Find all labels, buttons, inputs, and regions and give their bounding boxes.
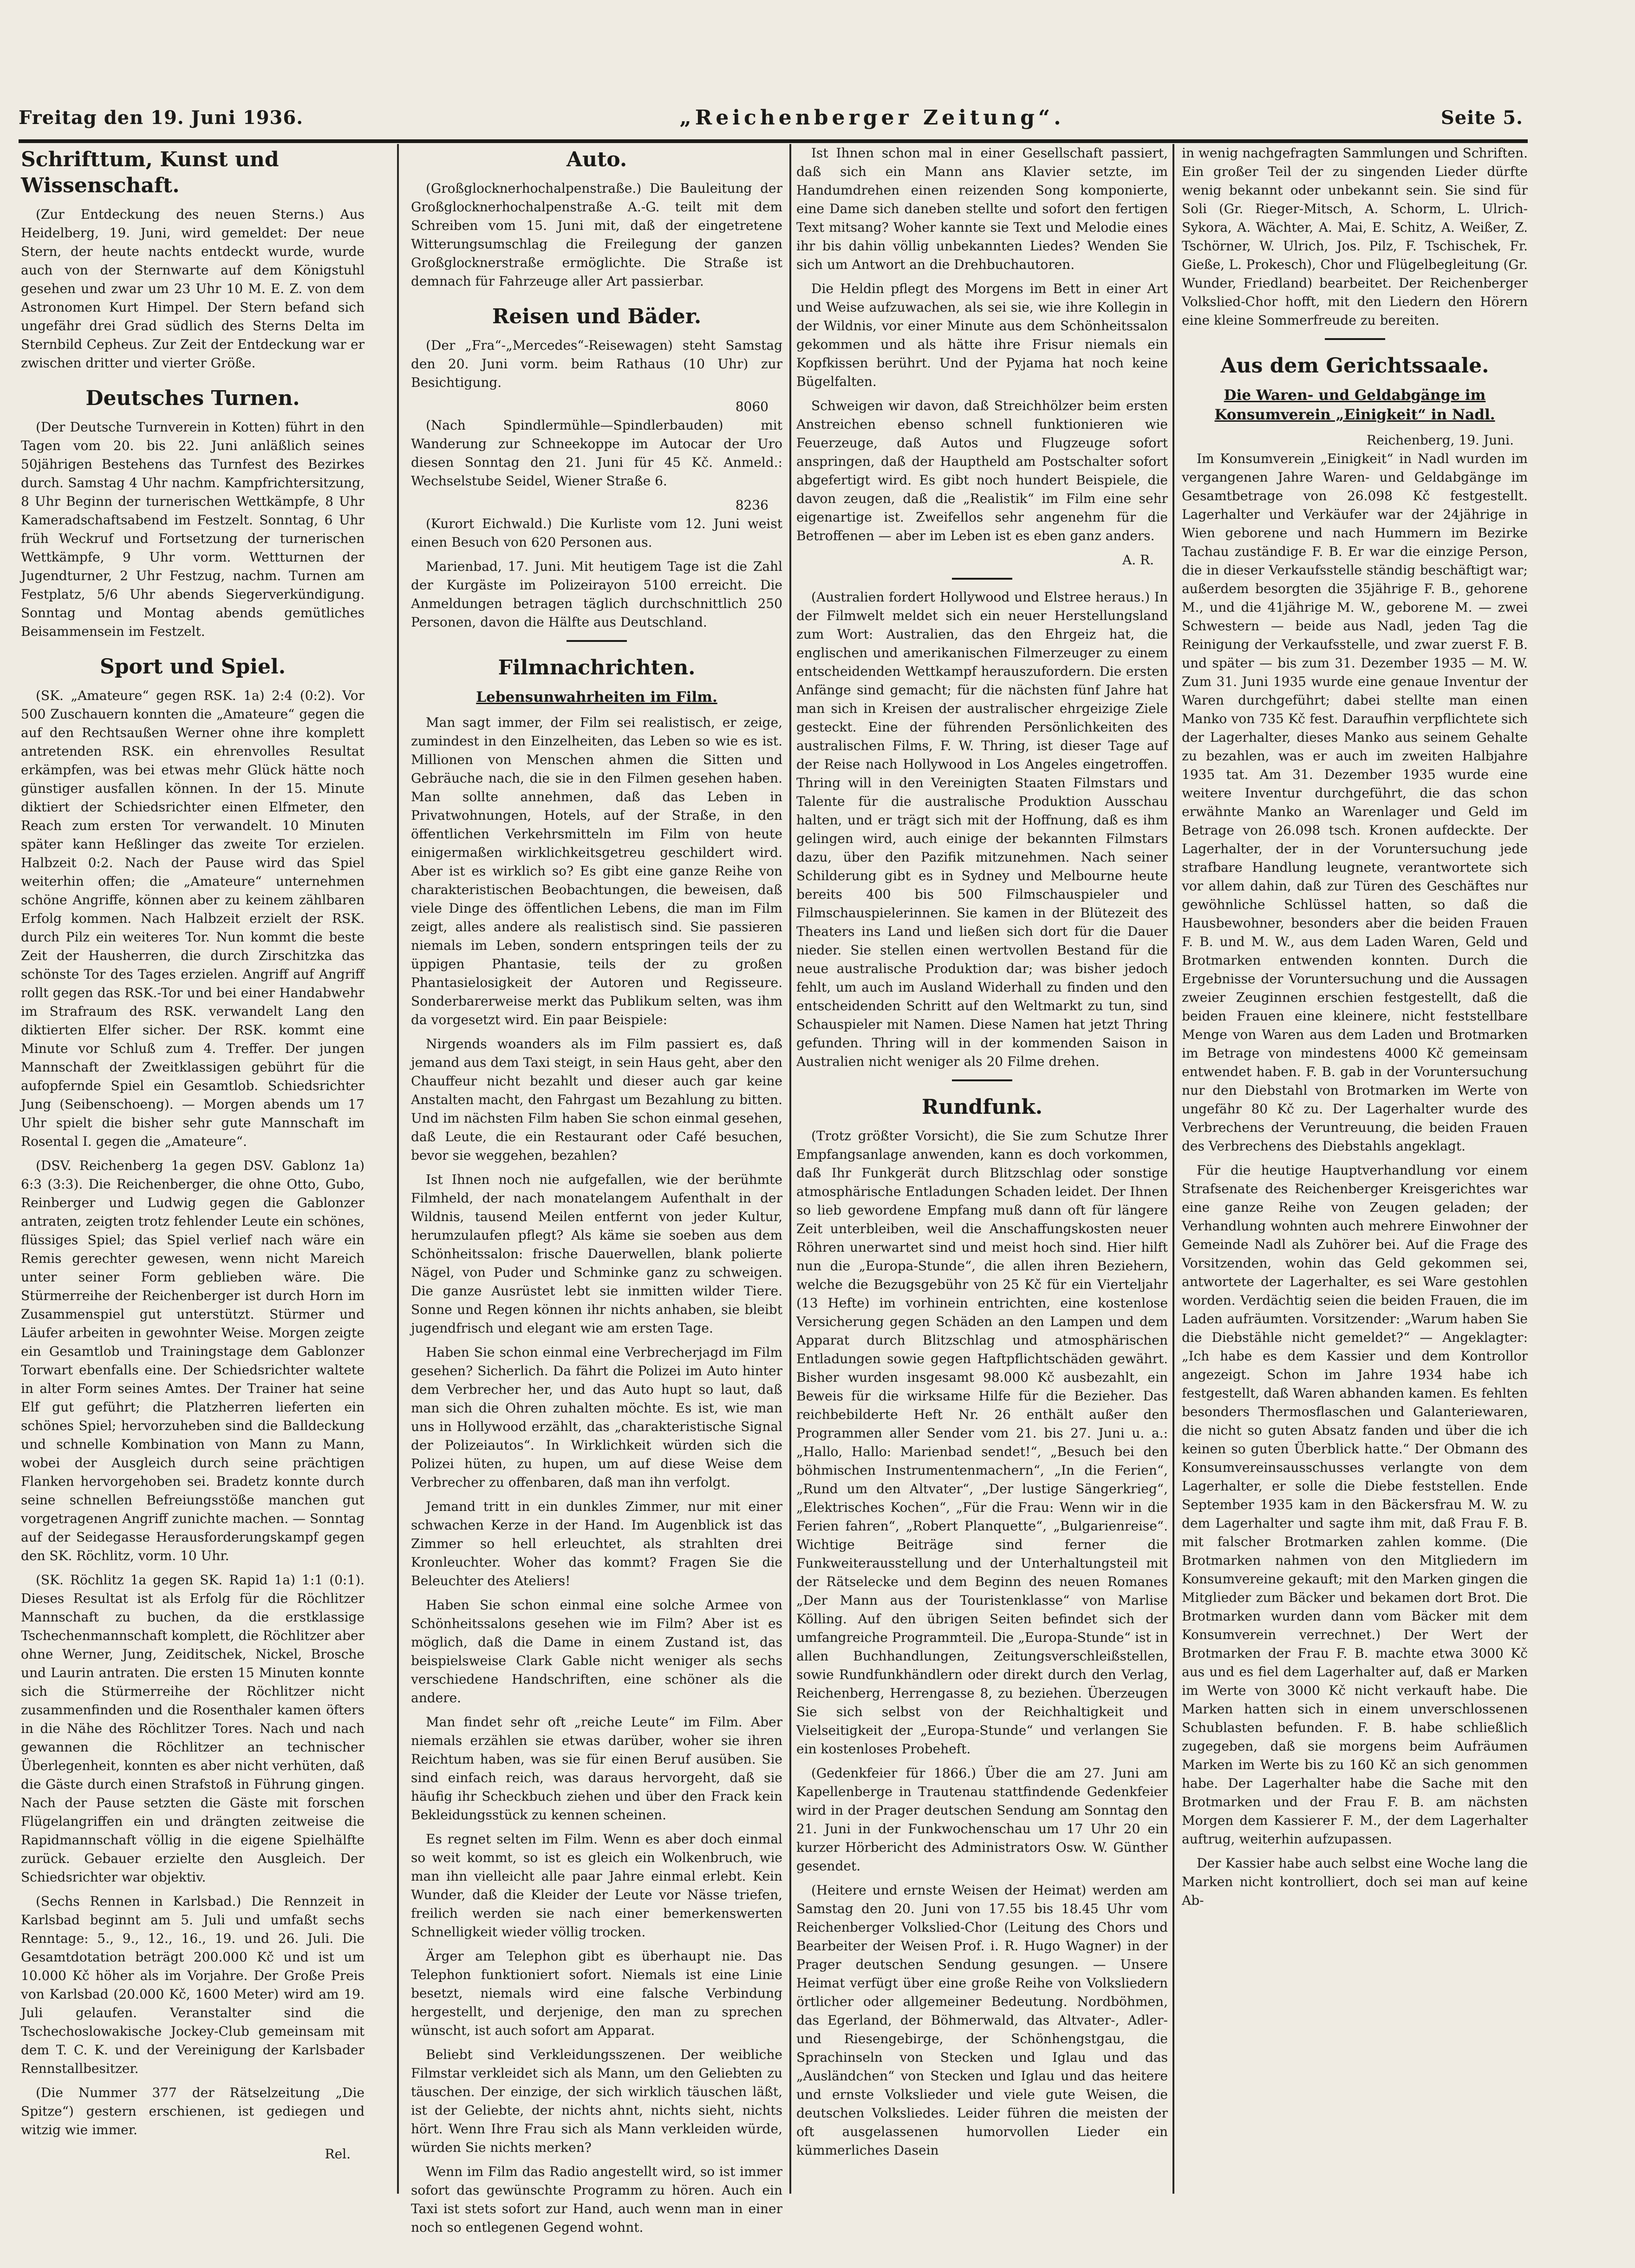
author-signature: Rel. — [325, 2146, 351, 2162]
article-subheading: Die Waren- und Geldabgänge im Konsumverein „Einigkeit“ in Nadl. — [1214, 387, 1495, 423]
section-heading-auto: Auto. — [566, 148, 627, 171]
section-heading-literature: Schrifttum, Kunst und Wissenschaft. — [21, 148, 279, 197]
column-3 — [796, 144, 1168, 2203]
article-subheading: Lebensunwahrheiten im Film. — [476, 689, 717, 706]
column-4 — [1182, 144, 1528, 2203]
section-divider — [952, 1079, 1012, 1081]
section-heading-reisen: Reisen und Bäder. — [492, 305, 702, 328]
article-paragraph: (Gedenkfeier für 1866.) Über die am 27. Juni am Kapellenberge in Trautenau stattfindende Gedenkfeier wird in der Prager deutschen Sendung am Sonntag den 21. Juni in der Funkwochenschau um 17 Uhr 20 ein kurzer Hörbericht des Administrators Osw. W. Günther gesendet. — [796, 1765, 1168, 1874]
article-paragraph: in wenig nachgefragten Sammlungen und Schriften. Ein großer Teil der zu singenden Lieder dürfte wenig bekannt oder unbekannt sein. Sie sind für Soli (Gr. Rieger-Mitsch, A. Schorm, L. Ulrich-Sykora, A. Wächter, A. Mai, E. Schitz, A. Weißer, Z. Tschörner, W. Ulrich, Jos. Pilz, F. Tschischek, Fr. Gieße, L. Prokesch), Chor und Flügelbegleitung (Gr. Wunder, Friedland) bearbeitet. Der Reichenberger Volkslied-Chor hofft, mit den Liedern den Hörern eine kleine Sommerfreude zu bereiten. — [1182, 145, 1528, 328]
ad-number: 8060 — [735, 399, 769, 414]
header-rule — [19, 139, 1528, 143]
article-paragraph: Man findet sehr oft „reiche Leute“ im Film. Aber niemals erzählen sie etwas darüber, woher sie ihren Reichtum haben, was sie für einen Beruf ausüben. Sie sind einfach reich, was daraus hervorgeht, daß sie häufig ihr Scheckbuch ziehen und über den Frack kein Bekleidungsstück zu kennen scheinen. — [411, 1714, 782, 1823]
author-signature: A. R. — [1122, 552, 1154, 568]
article-paragraph: (Der „Fra“-„Mercedes“-Reisewagen) steht Samstag den 20. Juni vorm. beim Rathaus (10 Uhr) zur Besichtigung. — [411, 338, 782, 390]
article-paragraph: (SK. Röchlitz 1a gegen SK. Rapid 1a) 1:1 (0:1). Dieses Resultat ist als Erfolg für die Röchlitzer Mannschaft zu buchen, da die erstklassige Tschechenmannschaft komplett, die Röchlitzer aber ohne Werner, Jung, Zeiditschek, Nickel, Brosche und Laurin antraten. Die ersten 15 Minuten konnte sich die Stürmerreihe der Röchlitzer nicht zusammenfinden und die Rosenthaler kamen öfters in die Nähe des Röchlitzer Tores. Nach und nach gewannen die Röchlitzer an technischer Überlegenheit, konnten es aber nicht verhüten, daß die Gäste durch einen Strafstoß in Führung gingen. Nach der Pause setzten die Gäste mit forschen Flügelangriffen ein und drängten zeitweise die Rapidmannschaft völlig in die eigene Spielhälfte zurück. Gebauer erzielte den Ausgleich. Der Schiedsrichter war objektiv. — [21, 1572, 365, 1885]
dateline: Reichenberg, 19. Juni. — [1366, 432, 1514, 448]
article-paragraph: Ist Ihnen noch nie aufgefallen, wie der berühmte Filmheld, der nach monatelangem Aufenthalt in der Wildnis, tausend Meilen entfernt von jeder Kultur, herumzulaufen pflegt? Als käme sie soeben aus dem Schönheitssalon: frische Dauerwellen, blank polierte Nägel, von Puder und Schminke ganz zu schweigen. Die ganze Ausrüstet lebt sie inmitten wilder Tiere. Sonne und Regen können ihr nichts anhaben, sie bleibt jugendfrisch und elegant wie am ersten Tage. — [411, 1172, 782, 1336]
article-paragraph: Ist Ihnen schon mal in einer Gesellschaft passiert, daß sich ein Mann ans Klavier setzte, im Handumdrehen einen reizenden Song komponierte, eine Dame sich daneben stellte und sofort den fertigen Text mitsang? Woher kannte sie Text und Melodie eines ihr bis dahin völlig unbekannten Liedes? Wenden Sie sich um Antwort an die Drehbuchautoren. — [796, 145, 1168, 272]
section-divider — [1325, 338, 1385, 340]
column-1 — [21, 144, 365, 2203]
article-paragraph: Die Heldin pflegt des Morgens im Bett in einer Art und Weise aufzuwachen, als sei sie, wie ihre Kollegin in der Wildnis, vor einer Minute aus dem Schönheitssalon gekommen und als hätte ihre Frisur niemals ein Kopfkissen berührt. Und der Pyjama hat noch keine Bügelfalten. — [796, 281, 1168, 389]
column-2 — [411, 144, 782, 2235]
column-divider — [789, 144, 791, 2194]
section-heading-film: Filmnachrichten. — [498, 656, 696, 680]
article-paragraph: Schweigen wir davon, daß Streichhölzer beim ersten Anstreichen ebenso schnell funktionieren wie Feuerzeuge, daß Autos und Flugzeuge sofort anspringen, daß der Hauptheld am Postschalter sofort abgefertigt wird. Es gibt noch hundert Beispiele, die davon zeugen, daß die „Realistik“ im Film eine sehr eigenartige ist. Zweifellos sehr angenehm für die Betroffenen — aber im Leben ist es eben ganz anders. — [796, 398, 1168, 543]
article-paragraph: (DSV. Reichenberg 1a gegen DSV. Gablonz 1a) 6:3 (3:3). Die Reichenberger, die ohne Otto, Gubo, Reinberger und Ludwig gegen die Gablonzer antraten, zeigten trotz fehlender Leute ein schönes, flüssiges Spiel; das Spiel verlief nach wäre ein Remis gerechter gewesen, wenn nicht Mareich unter seiner Form geblieben wäre. Die Stürmerreihe der Reichenberger ist durch Horn im Zusammenspiel gut unterstützt. Stürmer und Läufer arbeiten in gewohnter Weise. Morgen zeigte ein Gesamtlob und Trainingstage dem Gablonzer Torwart ebenfalls eine. Der Schiedsrichter waltete in alter Form seines Amtes. Der Trainer hat seine Elf gut geführt; die Platzherren lieferten ein schönes Spiel; hervorzuheben sind die Balldeckung und schnelle Kombination von Mann zu Mann, wobei der Ausgleich durch seine prächtigen Flanken hervorgehoben sei. Bradetz konnte durch seine schnellen Befreiungsstöße manchen gut vorgetragenen Angriff zunichte machen. — Sonntag auf der Seidegasse Herausforderungskampf gegen den SK. Röchlitz, vorm. 10 Uhr. — [21, 1158, 365, 1563]
newspaper-title: „Reichenberger Zeitung“. — [679, 105, 1065, 130]
article-paragraph: Es regnet selten im Film. Wenn es aber doch einmal so weit kommt, so ist es gleich ein Wolkenbruch, wie man ihn vielleicht alle paar Jahre einmal erlebt. Kein Wunder, daß die Kleider der Leute vor Nässe triefen, freilich werden sie nach einer bemerkenswerten Schnelligkeit wieder völlig trocken. — [411, 1831, 782, 1940]
article-paragraph: (Der Deutsche Turnverein in Kotten) führt in den Tagen vom 20. bis 22. Juni anläßlich seines 50jährigen Bestehens das Turnfest des Bezirkes durch. Samstag 4 Uhr nachm. Kampfrichtersitzung, 8 Uhr Beginn der turnerischen Wettkämpfe, 8 Uhr Kameradschaftsabend im Festzelt. Sonntag, 6 Uhr früh Weckruf und Fortsetzung der turnerischen Wettkämpfe, 9 Uhr vorm. Wettturnen der Jugendturner, 2 Uhr Festzug, nachm. Turnen am Festplatz, 5/6 Uhr abends Siegerverkündigung. Sonntag und Montag abends gemütliches Beisammensein im Festzelt. — [21, 419, 365, 639]
article-paragraph: Wenn im Film das Radio angestellt wird, so ist immer sofort das gewünschte Programm zu hören. Auch ein Taxi ist stets sofort zur Hand, auch wenn man in einer noch so entlegenen Gegend wohnt. — [411, 2164, 782, 2235]
section-heading-turnen: Deutsches Turnen. — [85, 386, 300, 410]
section-divider — [952, 578, 1012, 580]
article-paragraph: Für die heutige Hauptverhandlung vor einem Strafsenate des Reichenberger Kreisgerichtes war eine ganze Reihe von Zeugen geladen; der Verhandlung wohnten auch mehrere Einwohner der Gemeinde Nadl als Zuhörer bei. Auf die Frage des Vorsitzenden, wohin das Geld gekommen sei, antwortete der Lagerhalter, es sei Ware gestohlen worden. Verdächtig seien die beiden Frauen, die im Laden aufräumten. Vorsitzender: „Warum haben Sie die Diebstähle nicht gemeldet?“ — Angeklagter: „Ich habe es dem Kassier und dem Kontrollor angezeigt. Schon im Jahre 1934 habe ich festgestellt, daß Waren abhanden kamen. Es fehlten besonders Thermosflaschen und Galanteriewaren, die nicht so guten Absatz fanden und über die ich keinen so guten Überblick hatte.“ Der Obmann des Konsumvereinsausschusses verlangte von dem Lagerhalter, er solle die Diebe feststellen. Ende September 1935 kam in den Bäckersfrau M. W. zu dem Lagerhalter und sagte ihm mit, daß Frau F. B. mit falscher Brotmarken zahlen komme. (Die Brotmarken nahmen von den Mitgliedern im Konsumvereine gekauft; mit den Marken gingen die Mitglieder zum Bäcker und bekamen dort Brot. Die Brotmarken wurden dann vom Bäcker mit dem Konsumverein verrechnet.) Der Wert der Brotmarken der Frau F. B. machte etwa 3000 Kč aus und es fiel dem Lagerhalter auf, daß er Marken im Werte von 3000 Kč nicht verkauft habe. Die Marken hatten sich in einem unverschlossenen Schublasten befunden. F. B. habe schließlich zugegeben, daß sie morgens beim Aufräumen Marken im Werte bis zu 160 Kč an sich genommen habe. Der Lagerhalter habe die Sache mit den Brotmarken und der Frau F. B. am nächsten Morgen dem Kassierer F. M., der dem Lagerhalter auftrug, weiterhin aufzupassen. — [1182, 1163, 1528, 1847]
article-paragraph: (Großglocknerhochalpenstraße.) Die Bauleitung der Großglocknerhochalpenstraße A.-G. teilt mit dem Schreiben vom 15. Juni mit, daß der eingetretene Witterungsumschlag die Freilegung der ganzen Großglocknerstraße ermöglichte. Die Straße ist demnach für Fahrzeuge aller Art passierbar. — [411, 181, 782, 289]
article-paragraph: Man sagt immer, der Film sei realistisch, er zeige, zumindest in den Einzelheiten, das Leben so wie es ist. Millionen von Menschen ahmen die Sitten und Gebräuche nach, die sie in den Filmen gesehen haben. Man sollte annehmen, daß das Leben in Privatwohnungen, Hotels, auf der Straße, in den öffentlichen Verkehrsmitteln im Film von heute einigermaßen wirklichkeitsgetreu geschildert wird. Aber ist es wirklich so? Es gibt eine ganze Reihe von charakteristischen Beobachtungen, die beweisen, daß viele Dinge des öffentlichen Lebens, die man im Film zeigt, alles andere als realistisch sind. Sie passieren niemals im Leben, sondern entspringen teils der zu üppigen Phantasie, teils der zu großen Phantasielosigkeit der Autoren und Regisseure. Sonderbarerweise merkt das Publikum selten, was ihm da vorgesetzt wird. Ein paar Beispiele: — [411, 715, 782, 1027]
article-paragraph: (Heitere und ernste Weisen der Heimat) werden am Samstag den 20. Juni von 17.55 bis 18.45 Uhr vom Reichenberger Volkslied-Chor (Leitung des Chors und Bearbeiter der Weisen Prof. i. R. Hugo Wagner) in der Prager deutschen Sendung gesungen. — Unsere Heimat verfügt über eine große Reihe von Volksliedern örtlicher oder allgemeiner Bedeutung. Nordböhmen, das Egerland, der Böhmerwald, das Altvater-, Adler- und Riesengebirge, der Schönhengstgau, die Sprachinseln von Stecken und Iglau und das „Ausländchen“ von Stecken und Iglau und das heitere und ernste Volkslieder und viele gute Weisen, die deutschen Volksliedes. Leider führen die meisten der oft ausgelassenen humorvollen Lieder ein kümmerliches Dasein — [796, 1882, 1168, 2158]
page-number: Seite 5. — [1440, 106, 1523, 129]
article-paragraph: Nirgends woanders als im Film passiert es, daß jemand aus dem Taxi steigt, in sein Haus geht, aber den Chauffeur nicht bezahlt und dieser auch gar keine Anstalten macht, den Fahrgast um Bezahlung zu bitten. Und im nächsten Film haben Sie schon einmal gesehen, daß Leute, die ein Restaurant oder Café besuchen, bevor sie weggehen, bezahlen? — [411, 1036, 782, 1163]
issue-date: Freitag den 19. Juni 1936. — [19, 106, 304, 129]
article-paragraph: Ärger am Telephon gibt es überhaupt nie. Das Telephon funktioniert sofort. Niemals ist eine Linie besetzt, niemals wird eine falsche Verbindung hergestellt, und derjenige, den man zu sprechen wünscht, ist auch sofort am Apparat. — [411, 1948, 782, 2038]
article-paragraph: (Sechs Rennen in Karlsbad.) Die Rennzeit in Karlsbad beginnt am 5. Juli und umfaßt sechs Renntage: 5., 9., 12., 16., 19. und 26. Juli. Die Gesamtdotation beträgt 200.000 Kč und ist um 10.000 Kč höher als im Vorjahre. Der Große Preis von Karlsbad (20.000 Kč, 1600 Meter) wird am 19. Juli gelaufen. Veranstalter sind die Tschechoslowakische Jockey-Club gemeinsam mit dem T. C. K. und der Vereinigung der Karlsbader Rennstallbesitzer. — [21, 1894, 365, 2076]
article-paragraph: (Nach Spindlermühle—Spindlerbauden) mit Wanderung zur Schneekoppe im Autocar der Uro diesen Sonntag den 21. Juni für 45 Kč. Anmeld.: Wechselstube Seidel, Wiener Straße 6. — [411, 418, 782, 489]
article-paragraph: (Trotz größter Vorsicht), die Sie zum Schutze Ihrer Empfangsanlage anwenden, kann es doch vorkommen, daß Ihr Funkgerät durch Blitzschlag oder sonstige atmosphärische Entladungen Schaden leidet. Der Ihnen so lieb gewordene Empfang muß dann oft für längere Zeit unterbleiben, weil die Anschaffungskosten neuer Röhren unerwartet sind und meist hoch sind. Hier hilft nun die „Europa-Stunde“, die allen ihren Beziehern, welche die Bezugsgebühr von 25 Kč für ein Vierteljahr (13 Hefte) im vorhinein entrichten, eine kostenlose Versicherung gegen Schäden an den Lampen und dem Apparat durch Blitzschlag und atmosphärischen Entladungen sowie gegen Haftpflichtschäden gewährt. Bisher wurden insgesamt 98.000 Kč ausbezahlt, ein Beweis für die wirksame Hilfe für die Bezieher. Das reichbebilderte Heft Nr. 26 enthält außer den Programmen aller Sender vom 21. bis 27. Juni u. a.: „Hallo, Hallo: Marienbad sendet!“, „Besuch bei den böhmischen Instrumentenmachern“, „In die Ferien“, „Rund um den Altvater“, „Der lustige Sängerkrieg“, „Elektrisches Kochen“, „Für die Frau: Wenn wir in die Ferien fahren“, „Robert Planquette“, „Bulgarienreise“. Wichtige Beiträge sind ferner die Funkweiterausstellung und der Unterhaltungsteil mit der Rätselecke und dem Beginn des neuen Romanes „Der Mann aus der Touristenklasse“ von Marlise Kölling. Auf den übrigen Seiten befindet sich der umfangreiche Programmteil. Die „Europa-Stunde“ ist in allen Buchhandlungen, Zeitungsverschleißstellen, sowie Rundfunkhändlern oder direkt durch den Verlag, Reichenberg, Herrengasse 8, zu beziehen. Überzeugen Sie sich selbst von der Reichhaltigkeit und Vielseitigkeit der „Europa-Stunde“ und verlangen Sie ein kostenloses Probeheft. — [796, 1128, 1168, 1757]
page-header — [19, 101, 1523, 134]
section-heading-gericht: Aus dem Gerichtssaale. — [1220, 354, 1489, 378]
column-divider — [397, 144, 399, 2194]
article-paragraph: (Die Nummer 377 der Rätselzeitung „Die Spitze“) gestern erschienen, ist gediegen und witzig wie immer. — [21, 2085, 365, 2137]
ad-number: 8236 — [735, 497, 769, 513]
article-paragraph: Im Konsumverein „Einigkeit“ in Nadl wurden im vergangenen Jahre Waren- und Geldabgänge im Gesamtbetrage von 26.098 Kč festgestellt. Lagerhalter und Verkäufer war der 24jährige in Wien geborene und nach Hummern im Bezirke Tachau zuständige F. B. Er war die einzige Person, die in dieser Verkaufsstelle ständig beschäftigt war; außerdem besorgten die 35jährige F. B., gehorene M., und die 41jährige M. W., geborene M. — zwei Schwestern — beide aus Nadl, jeden Tag die Reinigung der Verkaufsstelle, und zwar zuerst F. B. und später — bis zum 31. Dezember 1935 — M. W. Zum 31. Juni 1935 wurde eine genaue Inventur der Waren durchgeführt; dabei stellte man einen Manko von 735 Kč fest. Daraufhin verpflichtete sich der Lagerhalter, dieses Manko aus seinem Gehalte zu bezahlen, was er auch im zweiten Halbjahre 1935 tat. Am 31. Dezember 1935 wurde eine weitere Inventur durchgeführt, die das schon erwähnte Manko an Warenlager und Geld im Betrage von 26.098 tsch. Kronen aufdeckte. Der Lagerhalter, der in der Voruntersuchung jede strafbare Handlung leugnete, verantwortete sich vor allem dahin, daß zur Türen des Geschäftes nur gewöhnliche Schlüssel hatten, so daß die Hausbewohner, besonders aber die beiden Frauen F. B. und M. W., aus dem Laden Waren, Geld und Brotmarken entwenden konnten. Durch die Ergebnisse der Voruntersuchung und die Aussagen zweier Zeuginnen erschien festgestellt, daß die beiden Frauen eine kleinere, nicht feststellbare Menge von Waren aus dem Laden und Brotmarken im Betrage von mindestens 4000 Kč gemeinsam entwendet haben. F. B. gab in der Voruntersuchung nur den Diebstahl von Brotmarken im Werte von ungefähr 80 Kč zu. Der Lagerhalter wurde des Verbrechens der Veruntreuung, die beiden Frauen des Verbrechens des Diebstahls angeklagt. — [1182, 451, 1528, 1154]
column-divider — [1173, 144, 1174, 2194]
article-paragraph: Marienbad, 17. Juni. Mit heutigem Tage ist die Zahl der Kurgäste im Polizeirayon 5100 erreicht. Die Anmeldungen betragen täglich durchschnittlich 250 Personen, davon die Hälfte aus Deutschland. — [411, 559, 782, 630]
article-paragraph: (SK. „Amateure“ gegen RSK. 1a) 2:4 (0:2). Vor 500 Zuschauern konnten die „Amateure“ gegen die auf den Rechtsaußen Werner ohne ihre komplett antretenden RSK. ein ehrenvolles Resultat erkämpfen, was bei etwas mehr Glück hätte noch günstiger ausfallen können. In der 15. Minute diktiert der Schiedsrichter einen Elfmeter, den Reach zum ersten Tor verwandelt. 10 Minuten später kann Heßlinger das zweite Tor erzielen. Halbzeit 0:2. Nach der Pause wird das Spiel weiterhin offen; die „Amateure“ unternehmen schöne Angriffe, können aber zu keinem zählbaren Erfolg kommen. Nach Halbzeit erzielt der RSK. durch Pilz ein weiteres Tor. Nun kommt die beste Zeit der Hausherren, die durch Zirschitzka das schönste Tor des Tages erzielen. Angriff auf Angriff rollt gegen das RSK.-Tor und bei einer Handabwehr im Strafraum des RSK. verwandelt Lang den diktierten Elfer sicher. Der RSK. kommt eine Minute vor Schluß zum 4. Treffer. Der jungen Mannschaft der Zweitklassigen gebührt für die aufopfernde Spiel ein Gesamtlob. Schiedsrichter Jung (Seibenschoeng). — Morgen abends um 17 Uhr spielt die bisher sehr gute Mannschaft im Rosental I. gegen die „Amateure“. — [21, 688, 365, 1149]
article-paragraph: Jemand tritt in ein dunkles Zimmer, nur mit einer schwachen Kerze in der Hand. Im Augenblick ist das Zimmer so hell erleuchtet, als strahlten drei Kronleuchter. Woher das kommt? Fragen Sie die Beleuchter des Ateliers! — [411, 1499, 782, 1588]
article-paragraph: Haben Sie schon einmal eine solche Armee von Schönheitssalons gesehen wie im Film? Aber ist es möglich, daß die Dame in einem Zustand ist, das beispielsweise Clark Gable nicht weniger als sechs verschiedene Handschriften, eine schöner als die andere. — [411, 1597, 782, 1706]
article-paragraph: (Kurort Eichwald.) Die Kurliste vom 12. Juni weist einen Besuch von 620 Personen aus. — [411, 516, 782, 550]
section-heading-rundfunk: Rundfunk. — [921, 1095, 1043, 1119]
article-paragraph: Haben Sie schon einmal eine Verbrecherjagd im Film gesehen? Sicherlich. Da fährt die Polizei im Auto hinter dem Verbrecher her, und das Auto hupt so laut, daß man sich die Ohren zuhalten möchte. Es ist, wie man uns in Hollywood erzählt, das „charakteristische Signal der Polizeiautos“. In Wirklichkeit würden sich die Polizei hüten, zu hupen, um auf diese Weise dem Verbrecher zu offenbaren, daß man ihn verfolgt. — [411, 1345, 782, 1490]
article-paragraph: (Australien fordert Hollywood und Elstree heraus.) In der Filmwelt meldet sich ein neuer Herstellungsland zum Wort: Australien, das den Ehrgeiz hat, die englischen und amerikanischen Filmerzeuger zu einem entscheidenden Wettkampf herauszufordern. Die ersten Anfänge sind gemacht; für die nächsten fünf Jahre hat man sich in Kreisen der australischer ehrgeizige Ziele gesteckt. Eine der führenden Persönlichkeiten des australischen Films, F. W. Thring, ist dieser Tage auf der Reise nach Hollywood in Los Angeles eingetroffen. Thring will in den Vereinigten Staaten Filmstars und Talente für die australische Produktion Ausschau halten, und er trägt sich mit der Hoffnung, daß es ihm gelingen wird, auch einige der bekannten Filmstars dazu, über den Pazifik mitzunehmen. Nach seiner Schilderung gibt es in Sydney und Melbourne heute bereits 400 bis 500 Filmschauspieler und Filmschauspielerinnen. Sie kamen in der Blütezeit des Theaters ins Land und ließen sich dort für die Dauer nieder. Sie stellen einen wertvollen Bestand für die neue australische Produktion dar; was bisher jedoch fehlt, um auch im Ausland Widerhall zu finden und den entscheidenden Schritt auf den Weltmarkt zu tun, sind Schauspieler mit Namen. Diese Namen hat jetzt Thring gefunden. Thring will in der kommenden Saison in Australien nicht weniger als 20 Filme drehen. — [796, 589, 1168, 1069]
article-paragraph: (Zur Entdeckung des neuen Sterns.) Aus Heidelberg, 19. Juni, wird gemeldet: Der neue Stern, der heute nachts entdeckt wurde, wurde auch von der Sternwarte auf dem Königstuhl gesehen und zwar um 23 Uhr 10 M. E. Z. von dem Astronomen Kurt Himpel. Der Stern befand sich ungefähr drei Grad südlich des Sterns Delta im Sternbild Cepheus. Zur Zeit der Entdeckung war er zwischen dritter und vierter Größe. — [21, 207, 365, 371]
article-paragraph: Beliebt sind Verkleidungsszenen. Der weibliche Filmstar verkleidet sich als Mann, um den Geliebten zu täuschen. Der einzige, der sich wirklich täuschen läßt, ist der Geliebte, der nichts ahnt, nichts sieht, nichts hört. Wenn Ihre Frau sich als Mann verkleiden würde, würden Sie nichts merken? — [411, 2047, 782, 2155]
article-paragraph: Der Kassier habe auch selbst eine Woche lang die Marken nicht kontrolliert, doch sei man auf keine Ab- — [1182, 1856, 1528, 1908]
section-heading-sport: Sport und Spiel. — [99, 655, 286, 679]
section-divider — [567, 640, 627, 642]
